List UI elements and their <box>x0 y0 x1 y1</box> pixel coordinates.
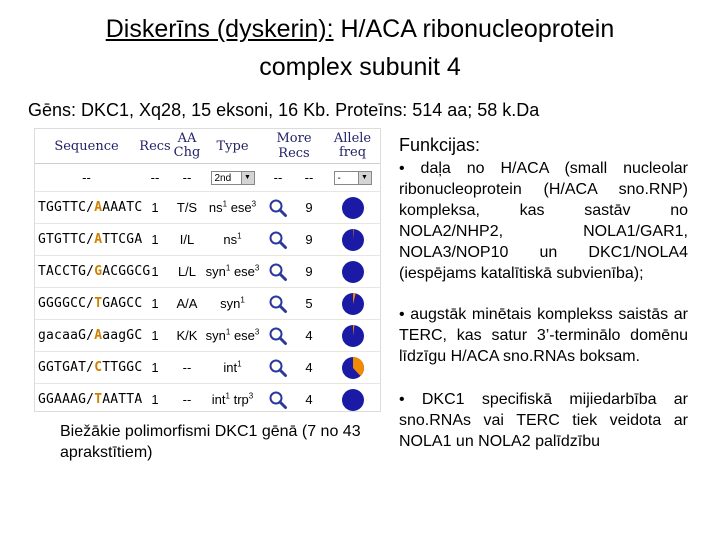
functions-heading: Funkcijas: <box>399 135 481 155</box>
magnifier-icon[interactable] <box>268 294 288 314</box>
allele-freq-pie <box>341 228 365 252</box>
type-cell: syn$^1$ ese$^3$ <box>202 320 263 352</box>
filter-sequence: -- <box>35 164 138 192</box>
filter-row <box>35 164 380 192</box>
table-row <box>35 224 380 256</box>
aa-change-cell: K/K <box>172 320 202 352</box>
filter-more: -- <box>263 164 293 192</box>
col-sequence[interactable]: Sequence <box>54 138 119 154</box>
magnifier-icon[interactable] <box>268 230 288 250</box>
allele-letter: T <box>94 392 103 407</box>
sequence-cell: GGTGAT/CTTGGC <box>35 352 138 384</box>
allele-freq-pie <box>341 324 365 348</box>
recs-cell: 1 <box>138 320 172 352</box>
more-recs-cell: 4 <box>293 320 325 352</box>
allele-freq-pie <box>341 356 365 380</box>
sequence-cell: GTGTTC/ATTCGA <box>35 224 138 256</box>
allele-letter: G <box>94 264 103 279</box>
recs-cell: 1 <box>138 256 172 288</box>
sequence-cell: TACCTG/GACGGCG <box>35 256 138 288</box>
type-filter-select[interactable]: 2nd ▼ <box>211 171 255 185</box>
allele-letter: T <box>94 296 103 311</box>
magnifier-icon[interactable] <box>268 198 288 218</box>
allele-letter: C <box>94 360 103 375</box>
table-header-row <box>35 129 380 164</box>
aa-change-cell: A/A <box>172 288 202 320</box>
type-cell: $ns^1$ ese$^3$ <box>202 192 263 224</box>
magnifier-icon[interactable] <box>268 262 288 282</box>
type-cell: syn$^1$ <box>202 288 263 320</box>
recs-cell: 1 <box>138 288 172 320</box>
title-line1-rest: H/ACA ribonucleoprotein <box>333 15 615 43</box>
aa-change-cell: -- <box>172 352 202 384</box>
chevron-down-icon: ▼ <box>241 172 254 184</box>
type-cell: int$^1$ <box>202 352 263 384</box>
pie-major-slice <box>342 261 364 283</box>
more-recs-cell: 9 <box>293 192 325 224</box>
type-cell: int$^1$ trp$^3$ <box>202 384 263 416</box>
polymorphism-table-panel <box>34 128 381 412</box>
magnifier-icon[interactable] <box>268 326 288 346</box>
magnifier-icon[interactable] <box>268 390 288 410</box>
function-bullet-3: • DKC1 specifiskā mijiedarbība ar sno.RNAs vai TERC tiek veidota ar NOLA1 un NOLA2 palīdzību <box>399 391 688 450</box>
sequence-cell: GGAAAG/TAATTA <box>35 384 138 416</box>
table-row <box>35 288 380 320</box>
more-recs-cell: 5 <box>293 288 325 320</box>
functions-section <box>399 135 688 452</box>
aa-change-cell: -- <box>172 384 202 416</box>
filter-aa: -- <box>172 164 202 192</box>
slide-title <box>0 10 720 86</box>
table-row <box>35 352 380 384</box>
more-recs-cell: 4 <box>293 352 325 384</box>
allele-freq-pie <box>341 388 365 412</box>
sequence-cell: GGGGCC/TGAGCC <box>35 288 138 320</box>
table-row <box>35 384 380 416</box>
recs-cell: 1 <box>138 352 172 384</box>
table-row <box>35 192 380 224</box>
col-more-recs[interactable]: More Recs <box>276 131 312 161</box>
table-row <box>35 256 380 288</box>
recs-cell: 1 <box>138 384 172 416</box>
more-recs-cell: 9 <box>293 256 325 288</box>
recs-cell: 1 <box>138 224 172 256</box>
sequence-cell: gacaaG/AaagGC <box>35 320 138 352</box>
type-cell: $ns^1$ <box>202 224 263 256</box>
aa-change-cell: L/L <box>172 256 202 288</box>
type-cell: syn$^1$ ese$^3$ <box>202 256 263 288</box>
polymorphism-table <box>35 129 380 415</box>
more-recs-cell: 9 <box>293 224 325 256</box>
col-recs[interactable]: Recs <box>139 138 171 154</box>
table-caption: Biežākie polimorfismi DKC1 gēnā (7 no 43 aprakstītiem) <box>60 423 361 461</box>
allele-letter: A <box>94 328 103 343</box>
allele-freq-pie <box>341 196 365 220</box>
allele-letter: A <box>94 200 103 215</box>
allele-freq-pie <box>341 260 365 284</box>
pie-major-slice <box>342 389 364 411</box>
col-allele-freq[interactable]: Allele freq <box>333 131 372 160</box>
function-bullet-1: • daļa no H/ACA (small nucleolar ribonucleoprotein (H/ACA sno.RNP) kompleksa, kas sastāv no NOLA2/NHP2, NOLA1/GAR1, NOLA3/NOP10 un DKC1/NOLA4 (iespējams katalītiskā subvienība); <box>399 160 688 282</box>
aa-change-cell: T/S <box>172 192 202 224</box>
filter-recs: -- <box>138 164 172 192</box>
filter-recs2: -- <box>293 164 325 192</box>
pie-major-slice <box>342 197 364 219</box>
sequence-cell: TGGTTC/AAAATC <box>35 192 138 224</box>
title-line2: complex subunit 4 <box>259 53 461 81</box>
gene-protein-summary: Gēns: DKC1, Xq28, 15 eksoni, 16 Kb. Proteīns: 514 aa; 58 k.Da <box>28 100 540 120</box>
allele-letter: A <box>94 232 103 247</box>
col-aa-chg[interactable]: AA Chg <box>173 131 201 160</box>
more-recs-cell: 4 <box>293 384 325 416</box>
chevron-down-icon: ▼ <box>358 172 371 184</box>
table-row <box>35 320 380 352</box>
magnifier-icon[interactable] <box>268 358 288 378</box>
title-underlined: Diskerīns (dyskerin): <box>105 15 334 43</box>
allele-freq-pie <box>341 292 365 316</box>
recs-cell: 1 <box>138 192 172 224</box>
function-bullet-2: • augstāk minētais komplekss saistās ar TERC, kas satur 3’-terminālo domēnu līdzīgu H/ACA sno.RNAs boksam. <box>399 306 688 365</box>
allele-filter-select[interactable]: - ▼ <box>334 171 372 185</box>
aa-change-cell: I/L <box>172 224 202 256</box>
col-type[interactable]: Type <box>216 138 249 154</box>
